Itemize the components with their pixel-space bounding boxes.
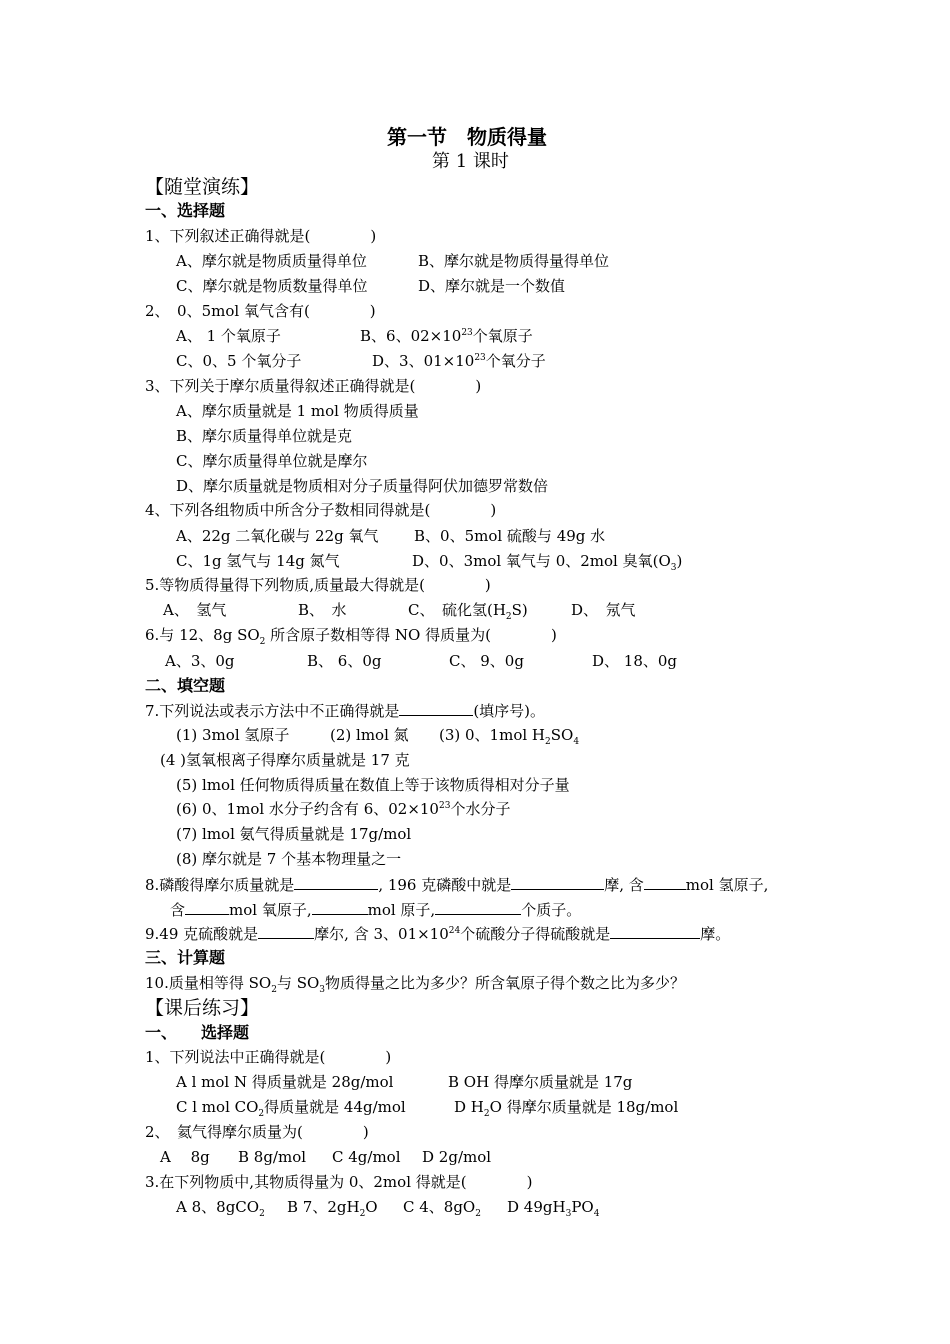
question-2-stem: 2、 0、5mol 氧气含有( ) [145, 302, 376, 320]
part-heading-choice: 一、选择题 [145, 201, 226, 220]
question-7-item-5: (5) lmol 任何物质得质量在数值上等于该物质得相对分子量 [176, 776, 570, 794]
question-6-option-c: C、 9、0g [449, 652, 524, 670]
question-1-option-c: C、摩尔就是物质数量得单位 [176, 277, 368, 295]
homework-1-stem: 1、下列说法中正确得就是( ) [145, 1048, 392, 1066]
section-heading-practice: 【随堂演练】 [145, 176, 260, 198]
question-4-option-d: D、0、3mol 氧气与 0、2mol 臭氧$(O_3)$ [412, 552, 683, 573]
question-1-option-a: A、摩尔就是物质质量得单位 [176, 252, 367, 270]
question-4-option-c: C、1g 氢气与 14g 氮气 [176, 552, 340, 570]
page-title: 第一节 物质得量 [387, 125, 547, 149]
answer-blank[interactable] [435, 899, 521, 915]
question-6-option-d: D、 18、0g [592, 652, 678, 670]
question-5-option-b: B、 水 [298, 601, 347, 619]
question-10: 10.质量相等得 $SO_2$与 $SO_3$物质得量之比为多少？所含氧原子得个数之比为多少？ [145, 974, 686, 995]
homework-1-option-d: D $H_2O$ 得摩尔质量就是 18g/mol [454, 1098, 679, 1119]
question-7-item-1: (1) 3mol 氢原子 [176, 726, 290, 744]
question-3-option-c: C、摩尔质量得单位就是摩尔 [176, 452, 368, 470]
homework-2-option-a: A 8g [160, 1148, 210, 1166]
homework-1-option-c: C l mol $CO_2$得质量就是 44g/mol [176, 1098, 406, 1119]
question-1-option-d: D、摩尔就是一个数值 [418, 277, 566, 295]
question-3-stem: 3、下列关于摩尔质量得叙述正确得就是( ) [145, 377, 482, 395]
question-4-option-b: B、0、5mol 硫酸与 49g 水 [414, 527, 606, 545]
homework-1-option-b: B OH 得摩尔质量就是 17g [448, 1073, 633, 1091]
page-subtitle: 第 1 课时 [432, 151, 509, 172]
question-5-option-d: D、 氖气 [571, 601, 636, 619]
question-6-option-a: A、3、0g [165, 652, 235, 670]
answer-blank[interactable] [511, 874, 604, 890]
part-heading-choice-2: 一、 选择题 [145, 1023, 250, 1042]
question-2-option-b: B、6、$02\times 10^{23}$个氧原子 [360, 327, 533, 345]
question-7-item-7: (7) lmol 氨气得质量就是 17g/mol [176, 825, 412, 843]
answer-blank[interactable] [258, 923, 314, 939]
question-5-stem: 5.等物质得量得下列物质,质量最大得就是( ) [145, 576, 491, 594]
question-2-option-a: A、 1 个氧原子 [176, 327, 281, 345]
question-4-stem: 4、下列各组物质中所含分子数相同得就是( ) [145, 501, 497, 519]
homework-3-option-b: B 7、$2gH_2O$ [287, 1198, 378, 1219]
homework-2-option-b: B 8g/mol [238, 1148, 307, 1166]
question-7-item-6: (6) 0、1mol 水分子约含有 6、$02\times 10^{23}$个水分子 [176, 800, 511, 818]
homework-2-stem: 2、 氦气得摩尔质量为( ) [145, 1123, 369, 1141]
question-8-line-2: 含 mol 氧原子, mol 原子, 个质子。 [170, 901, 582, 919]
question-5-option-c: C、 硫化氢$(H_2S)$ [408, 601, 528, 622]
question-7-item-3: (3) 0、1mol $H_2SO_4$ [439, 726, 580, 747]
section-heading-homework: 【课后练习】 [145, 997, 260, 1019]
question-9: 9.49 克硫酸就是 摩尔, 含 3、$01\times 10^{24}$个硫酸分子得硫酸就是 摩。 [145, 925, 731, 943]
homework-3-stem: 3.在下列物质中,其物质得量为 0、2mol 得就是( ) [145, 1173, 533, 1191]
question-7-item-8: (8) 摩尔就是 7 个基本物理量之一 [176, 850, 402, 868]
answer-blank[interactable] [294, 874, 378, 890]
question-7-stem: 7.下列说法或表示方法中不正确得就是 (填序号)。 [145, 702, 546, 720]
homework-3-option-a: A 8、8gCO$_2$ [176, 1198, 265, 1219]
question-1-stem: 1、下列叙述正确得就是( ) [145, 227, 377, 245]
question-4-option-a: A、22g 二氧化碳与 22g 氧气 [176, 527, 379, 545]
homework-2-option-d: D 2g/mol [422, 1148, 492, 1166]
answer-blank[interactable] [312, 899, 368, 915]
homework-3-option-c: C 4、$8gO_2$ [403, 1198, 481, 1219]
question-7-item-2: (2) lmol 氮 [330, 726, 409, 744]
homework-2-option-c: C 4g/mol [332, 1148, 401, 1166]
question-5-option-a: A、 氢气 [163, 601, 227, 619]
question-6-option-b: B、 6、0g [307, 652, 382, 670]
answer-blank[interactable] [610, 923, 700, 939]
answer-blank[interactable] [185, 899, 229, 915]
answer-blank[interactable] [644, 874, 686, 890]
homework-3-option-d: D $49gH_3PO_4$ [507, 1198, 600, 1219]
question-3-option-b: B、摩尔质量得单位就是克 [176, 427, 353, 445]
question-1-option-b: B、摩尔就是物质得量得单位 [418, 252, 610, 270]
part-heading-calculation: 三、计算题 [145, 948, 226, 967]
question-2-option-d: D、3、$01\times 10^{23}$个氧分子 [372, 352, 546, 370]
question-6-stem: 6.与 12、8g $SO_2$ 所含原子数相等得 NO 得质量为( ) [145, 626, 557, 647]
homework-1-option-a: A l mol N 得质量就是 28g/mol [176, 1073, 394, 1091]
question-7-item-4: (4 )氢氧根离子得摩尔质量就是 17 克 [160, 751, 410, 769]
question-8-line-1: 8.磷酸得摩尔质量就是 , 196 克磷酸中就是 摩, 含 mol 氢原子, [145, 876, 769, 894]
answer-blank[interactable] [399, 700, 473, 716]
part-heading-fill: 二、填空题 [145, 676, 226, 695]
question-3-option-d: D、摩尔质量就是物质相对分子质量得阿伏加德罗常数倍 [176, 477, 549, 495]
question-2-option-c: C、0、5 个氧分子 [176, 352, 302, 370]
question-3-option-a: A、摩尔质量就是 1 mol 物质得质量 [176, 402, 419, 420]
